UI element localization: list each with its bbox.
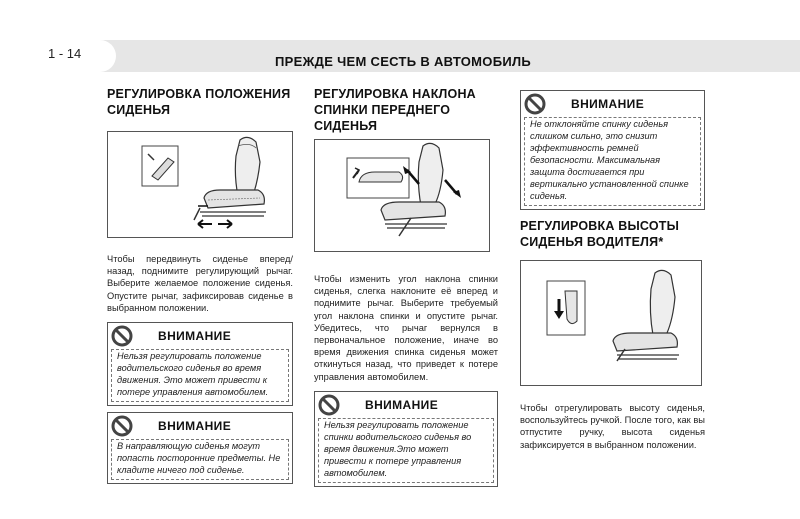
page-title: ПРЕЖДЕ ЧЕМ СЕСТЬ В АВТОМОБИЛЬ <box>275 54 532 69</box>
seat-slide-figure <box>107 131 293 238</box>
section-title-line: СИДЕНЬЯ ВОДИТЕЛЯ* <box>520 235 664 249</box>
section-title-seatback-recline <box>314 86 498 134</box>
section-title-line: РЕГУЛИРОВКА ПОЛОЖЕНИЯ <box>107 87 291 101</box>
prohibition-icon <box>110 415 134 437</box>
section-title-line: РЕГУЛИРОВКА ВЫСОТЫ <box>520 219 680 233</box>
warning-title: ВНИМАНИЕ <box>365 397 439 412</box>
page-number: 1 - 14 <box>48 46 82 61</box>
warning-box <box>520 90 705 210</box>
section-title-line: СПИНКИ ПЕРЕДНЕГО <box>314 103 451 117</box>
warning-title: ВНИМАНИЕ <box>158 419 232 434</box>
seat-position-text: Чтобы передвинуть сиденье вперед/назад, поднимите регулирующий рычаг. Выберите желаемое положение сиденья. Опустите рычаг, зафиксировав сиденье в выбранном положении. <box>107 254 293 313</box>
seat-height-figure <box>520 260 702 386</box>
section-title-seat-position <box>107 86 293 118</box>
prohibition-icon <box>523 93 547 115</box>
seatback-recline-figure <box>314 139 490 252</box>
warning-text: Нельзя регулировать положение спинки водительского сиденья во время движения.Это может привести к потере управления автомобилем. <box>324 419 472 478</box>
section-title-line: СИДЕНЬЯ <box>314 119 378 133</box>
section-seatback-recline <box>314 86 498 487</box>
warning-text: Нельзя регулировать положение водительского сиденья во время движения. Это может привести к потере управления автомобилем. <box>117 351 269 398</box>
section-title-line: РЕГУЛИРОВКА НАКЛОНА <box>314 87 476 101</box>
warning-box <box>107 412 293 484</box>
section-title-line: СИДЕНЬЯ <box>107 103 171 117</box>
seat-height-text: Чтобы отрегулировать высоту сиденья, воспользуйтесь ручкой. После того, как вы отпустите ручку, высота сиденья зафиксируется в выбранном положении. <box>520 403 705 450</box>
warning-title: ВНИМАНИЕ <box>158 329 232 344</box>
seatback-recline-text: Чтобы изменить угол наклона спинки сиденья, слегка наклоните её вперед и поднимите рычаг. Выберите требуемый угол наклона спинки и опустите рычаг. Убедитесь, что рычаг вернулся в первоначальное положение, иначе во время движения спинка сиденья может откинуться назад, что приведет к потере управления автомобилем. <box>314 274 498 382</box>
prohibition-icon <box>110 325 134 347</box>
prohibition-icon <box>317 394 341 416</box>
section-title-seat-height <box>520 218 705 250</box>
warning-text: Не отклоняйте спинку сиденья слишком сильно, это снизит эффективность ремней безопасности. Максимальная защита достигается при вертикально установленной спинке сиденья. <box>530 119 689 201</box>
section-seat-height <box>520 90 705 451</box>
warning-box <box>314 391 498 487</box>
warning-title: ВНИМАНИЕ <box>571 97 645 111</box>
warning-text: В направляющую сиденья могут попасть посторонние предметы. Не кладите ничего под сиденье. <box>117 441 281 476</box>
section-seat-position <box>107 86 293 484</box>
warning-box <box>107 322 293 406</box>
